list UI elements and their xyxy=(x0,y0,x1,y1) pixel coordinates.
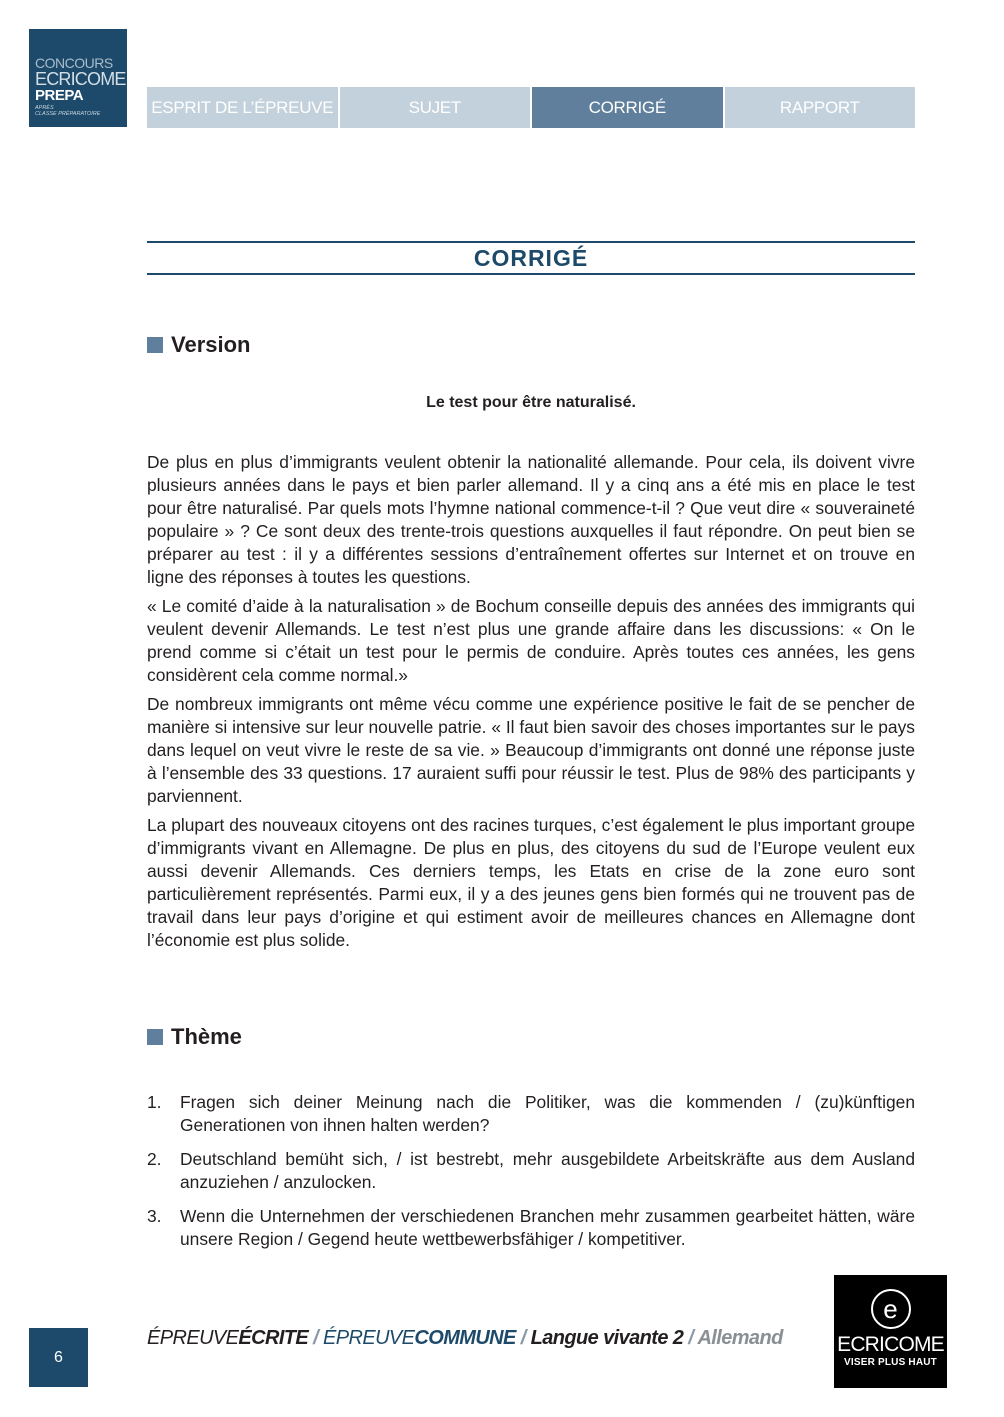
tab-esprit-epreuve[interactable]: ESPRIT DE L’ÉPREUVE xyxy=(147,87,338,128)
theme-list xyxy=(147,1091,915,1262)
section-version-heading xyxy=(147,332,250,358)
footer-sep: / xyxy=(515,1327,531,1349)
logo-classe-prep: CLASSE PRÉPARATOIRE xyxy=(35,111,101,118)
paragraph: La plupart des nouveaux citoyens ont des racines turques, c’est également le plus important groupe d’immigrants vivant en Allemagne. De plus en plus, des citoyens du sud de l’Europe veulent eux aussi devenir Allemands. Ces derniers temps, les Etats en crise de la zone euro sont particulièrement représentés. Parmi eux, il y a des jeunes gens bien formés qui ne trouvent pas de travail dans leur pays d’origine et qui estiment avoir de meilleures chances en Allemagne dont l’économie est plus solide. xyxy=(147,815,915,950)
concours-logo xyxy=(29,29,127,127)
section-version-label: Version xyxy=(171,332,251,357)
footer-sep: / xyxy=(308,1327,324,1349)
title-rule-top xyxy=(147,241,915,243)
ecricome-emblem-icon: e xyxy=(871,1289,911,1329)
item-number: 2. xyxy=(147,1149,162,1169)
paragraph: De plus en plus d’immigrants veulent obtenir la nationalité allemande. Pour cela, ils doivent vivre plusieurs années dans le pays et bien parler allemand. Il y a cinq ans a été mis en place le test pour être naturalisé. Par quels mots l’hymne national commence-t-il ? Que veut dire « souveraineté populaire » ? Ce sont deux des trente-trois questions auxquelles il faut répondre. On peut bien se préparer au test : il y a différentes sessions d’entraînement offertes sur Internet et on trouve en ligne des réponses à toutes les questions. xyxy=(147,452,915,587)
item-text: Fragen sich deiner Meinung nach die Politiker, was die kommenden / (zu)künftigen Generationen von ihnen halten werden? xyxy=(180,1092,915,1135)
title-rule-bottom xyxy=(147,273,915,275)
version-text xyxy=(147,451,915,958)
footer-epreuve-2: ÉPREUVE xyxy=(323,1327,415,1349)
logo-line-ecricome: ECRICOME xyxy=(35,69,126,89)
logo-apres: APRÈS xyxy=(35,105,54,111)
tab-sujet[interactable]: SUJET xyxy=(340,87,531,128)
page-title: CORRIGÉ xyxy=(473,245,589,271)
list-item xyxy=(147,1091,915,1137)
item-text: Wenn die Unternehmen der verschiedenen Branchen mehr zusammen gearbeitet hätten, wäre unsere Region / Gegend heute wettbewerbsfähiger / kompetitiver. xyxy=(180,1206,915,1249)
ecricome-brand-logo xyxy=(834,1275,947,1388)
paragraph: De nombreux immigrants ont même vécu comme une expérience positive le fait de se pencher de manière si intensive sur leur nouvelle patrie. « Il faut bien savoir des choses importantes sur le pays dans lequel on veut vivre le reste de sa vie. » Beaucoup d’immigrants ont donné une réponse juste à l’ensemble des 33 questions. 17 auraient suffi pour réussir le test. Plus de 98% des participants y parviennent. xyxy=(147,694,915,806)
section-theme-heading xyxy=(147,1024,242,1050)
item-number: 3. xyxy=(147,1206,162,1226)
square-bullet-icon xyxy=(147,1029,163,1045)
footer-breadcrumb xyxy=(147,1327,783,1350)
footer-langue: Langue vivante 2 xyxy=(530,1327,684,1349)
tab-rapport[interactable]: RAPPORT xyxy=(725,87,916,128)
brand-name: ECRICOME xyxy=(837,1333,944,1356)
footer-sep: / xyxy=(683,1327,698,1349)
page-number: 6 xyxy=(29,1328,88,1387)
section-tabs xyxy=(147,87,915,128)
logo-line-prepa: PREPA xyxy=(35,87,84,104)
tab-corrige[interactable]: CORRIGÉ xyxy=(532,87,723,128)
brand-tagline: VISER PLUS HAUT xyxy=(843,1357,937,1368)
list-item xyxy=(147,1148,915,1194)
item-number: 1. xyxy=(147,1092,162,1112)
version-subtitle: Le test pour être naturalisé. xyxy=(426,394,636,411)
logo-line-apres xyxy=(35,105,127,118)
footer-ecrite: ÉCRITE xyxy=(238,1327,309,1349)
footer-commune: COMMUNE xyxy=(414,1327,516,1349)
section-theme-label: Thème xyxy=(171,1024,242,1049)
footer-allemand: Allemand xyxy=(697,1327,783,1349)
paragraph: « Le comité d’aide à la naturalisation » de Bochum conseille depuis des années des immigrants qui veulent devenir Allemands. Le test n’est plus une grande affaire dans les discussions: « On le prend comme si c’était un test pour le permis de conduire. Après toutes ces années, les gens considèrent cela comme normal.» xyxy=(147,596,915,685)
list-item xyxy=(147,1205,915,1251)
item-text: Deutschland bemüht sich, / ist bestrebt, mehr ausgebildete Arbeitskräfte aus dem Ausland anzuziehen / anzulocken. xyxy=(180,1149,915,1192)
square-bullet-icon xyxy=(147,337,163,353)
footer-epreuve: ÉPREUVE xyxy=(147,1327,239,1349)
logo-line-concours: CONCOURS xyxy=(35,55,113,71)
